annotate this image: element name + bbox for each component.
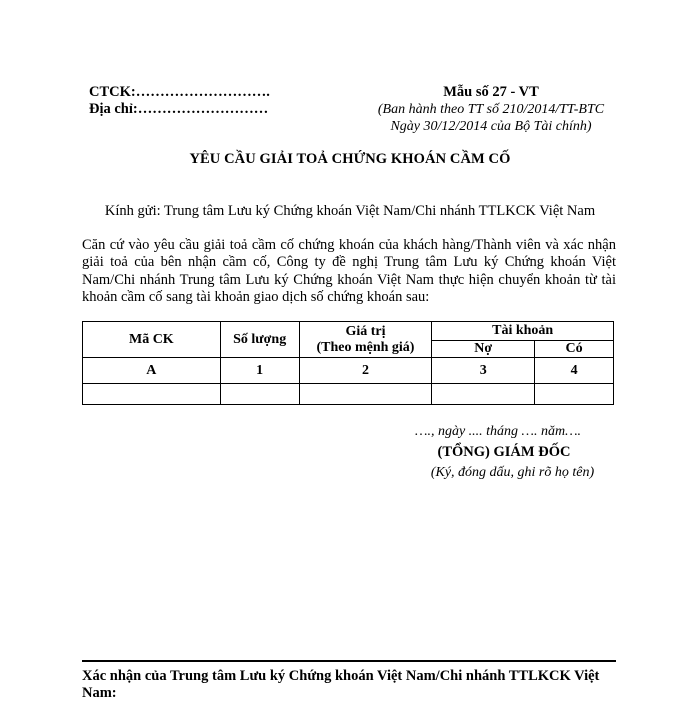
index-cell-2: 2 (299, 358, 432, 384)
table-row (83, 358, 614, 384)
document-title: YÊU CẦU GIẢI TOẢ CHỨNG KHOÁN CẦM CỐ (189, 151, 511, 167)
data-cell (220, 384, 299, 405)
issued-by: (Ban hành theo TT số 210/2014/TT-BTC (377, 102, 605, 117)
header-gia-tri-label: Giá trị (345, 323, 386, 339)
data-cell (535, 384, 614, 405)
address-field: Địa chỉ:……………………… (89, 101, 269, 117)
body-paragraph: Căn cứ vào yêu cầu giải toả cầm cố chứng khoán của khách hàng/Thành viên và xác nhận giải toả của bên nhận cầm cố, Công ty đề nghị Trung tâm Lưu ký Chứng khoán Việt Nam/Chi nhánh Trung tâm Lưu ký Chứng khoán Việt Nam thực hiện chuyển khoản từ tài khoản cầm cố sang tài khoản giao dịch số chứng khoán sau: (82, 237, 616, 305)
header-co: Có (535, 341, 614, 358)
ctck-field: CTCK:………………………. (89, 84, 270, 100)
data-cell (432, 384, 535, 405)
header-so-luong: Số lượng (220, 322, 299, 358)
date-line: …., ngày .... tháng …. năm…. (415, 424, 582, 439)
form-info (360, 84, 622, 135)
header-gia-tri (299, 322, 432, 358)
data-cell (83, 384, 221, 405)
table-row (83, 384, 614, 405)
index-cell-a: A (83, 358, 221, 384)
index-cell-4: 4 (535, 358, 614, 384)
signature-note: (Ký, đóng dấu, ghi rõ họ tên) (430, 465, 595, 480)
securities-table (82, 321, 614, 405)
table-header-row (83, 322, 614, 341)
company-header (89, 84, 270, 118)
header-no: Nợ (432, 341, 535, 358)
data-cell (299, 384, 432, 405)
form-number: Mẫu số 27 - VT (443, 84, 539, 100)
issued-date: Ngày 30/12/2014 của Bộ Tài chính) (390, 119, 592, 134)
index-cell-1: 1 (220, 358, 299, 384)
index-cell-3: 3 (432, 358, 535, 384)
confirmation-label: Xác nhận của Trung tâm Lưu ký Chứng khoán Việt Nam/Chi nhánh TTLKCK Việt Nam: (82, 668, 600, 701)
divider (82, 660, 616, 662)
recipient-line: Kính gửi: Trung tâm Lưu ký Chứng khoán Việt Nam/Chi nhánh TTLKCK Việt Nam (104, 203, 596, 219)
signer-title: (TỔNG) GIÁM ĐỐC (437, 444, 571, 460)
header-ma-ck: Mã CK (83, 322, 221, 358)
header-gia-tri-sub: (Theo mệnh giá) (316, 339, 415, 355)
header-tai-khoan: Tài khoản (432, 322, 614, 341)
